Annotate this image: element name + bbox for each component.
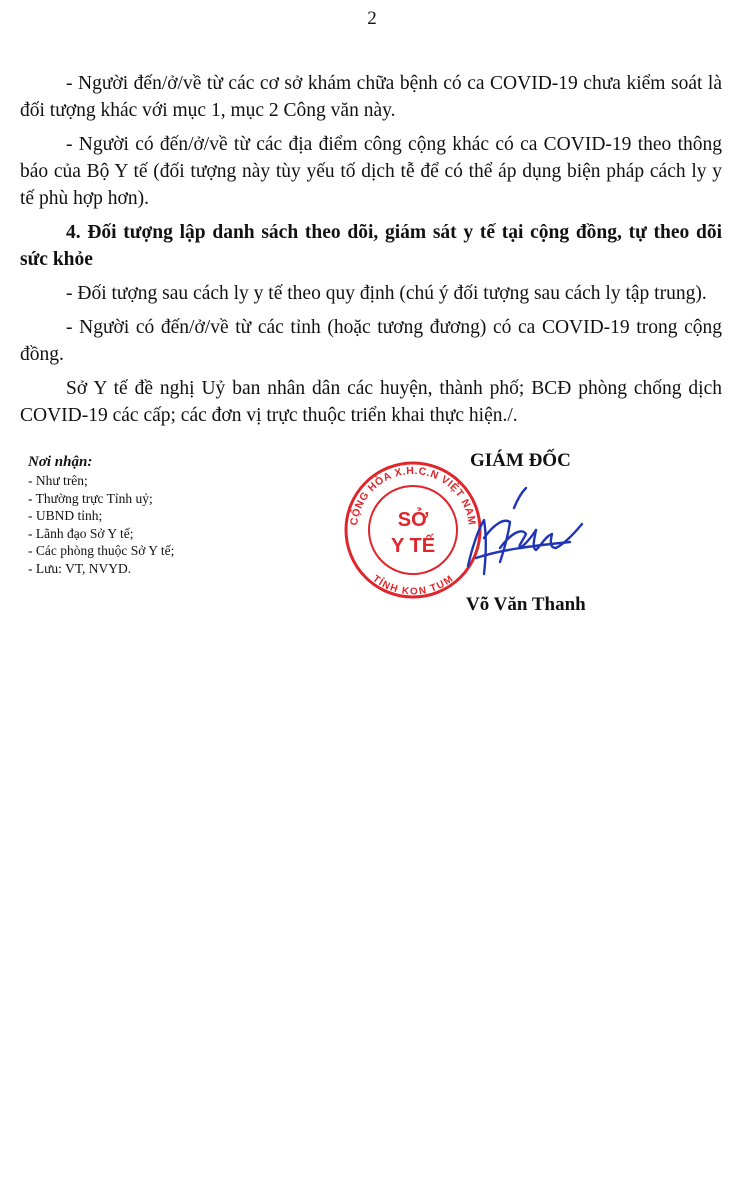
recipient-item: - Thường trực Tỉnh uỷ; (28, 490, 153, 506)
page-number: 2 (367, 8, 377, 29)
stamp-center-line-1: SỞ (397, 509, 429, 531)
recipient-item: - Lãnh đạo Sở Y tế; (28, 525, 134, 541)
stamp-bottom-text: TỈNH KON TUM (370, 573, 456, 598)
recipients-block (28, 452, 328, 577)
paragraph-closing: Sở Y tế đề nghị Uỷ ban nhân dân các huyện, thành phố; BCĐ phòng chống dịch COVID-19 các cấp; các đơn vị trực thuộc triển khai thực hiện./. (20, 378, 722, 426)
recipient-item: - Các phòng thuộc Sở Y tế; (28, 543, 175, 558)
signer-title: GIÁM ĐỐC (470, 450, 571, 471)
signer-name: Võ Văn Thanh (466, 594, 586, 615)
recipients-title: Nơi nhận: (28, 454, 93, 470)
recipients-list (28, 472, 328, 577)
paragraph-medical-facilities: - Người đến/ở/về từ các cơ sở khám chữa bệnh có ca COVID-19 chưa kiểm soát là đối tượng khác với mục 1, mục 2 Công văn này. (20, 73, 722, 121)
paragraph-public-places: - Người có đến/ở/về từ các địa điểm công cộng khác có ca COVID-19 theo thông báo của Bộ Y tế (đối tượng này tùy yếu tố dịch tễ để có thể áp dụng biện pháp cách ly y tế phù hợp hơn). (20, 134, 722, 209)
stamp-center-line-2: Y TẾ (390, 535, 436, 557)
section-heading-4: 4. Đối tượng lập danh sách theo dõi, giám sát y tế tại cộng đồng, tự theo dõi sức khỏe (20, 222, 722, 270)
stamp-top-text: CỘNG HÒA X.H.C.N VIỆT NAM (348, 464, 478, 527)
paragraph-provinces: - Người có đến/ở/về từ các tỉnh (hoặc tương đương) có ca COVID-19 trong cộng đồng. (20, 317, 722, 365)
document-body (20, 70, 722, 429)
recipient-item: - Như trên; (28, 473, 88, 488)
handwritten-signature (460, 478, 600, 588)
paragraph-post-quarantine: - Đối tượng sau cách ly y tế theo quy định (chú ý đối tượng sau cách ly tập trung). (66, 283, 707, 304)
recipient-item: - UBND tỉnh; (28, 508, 103, 523)
recipient-item: - Lưu: VT, NVYD. (28, 560, 132, 576)
